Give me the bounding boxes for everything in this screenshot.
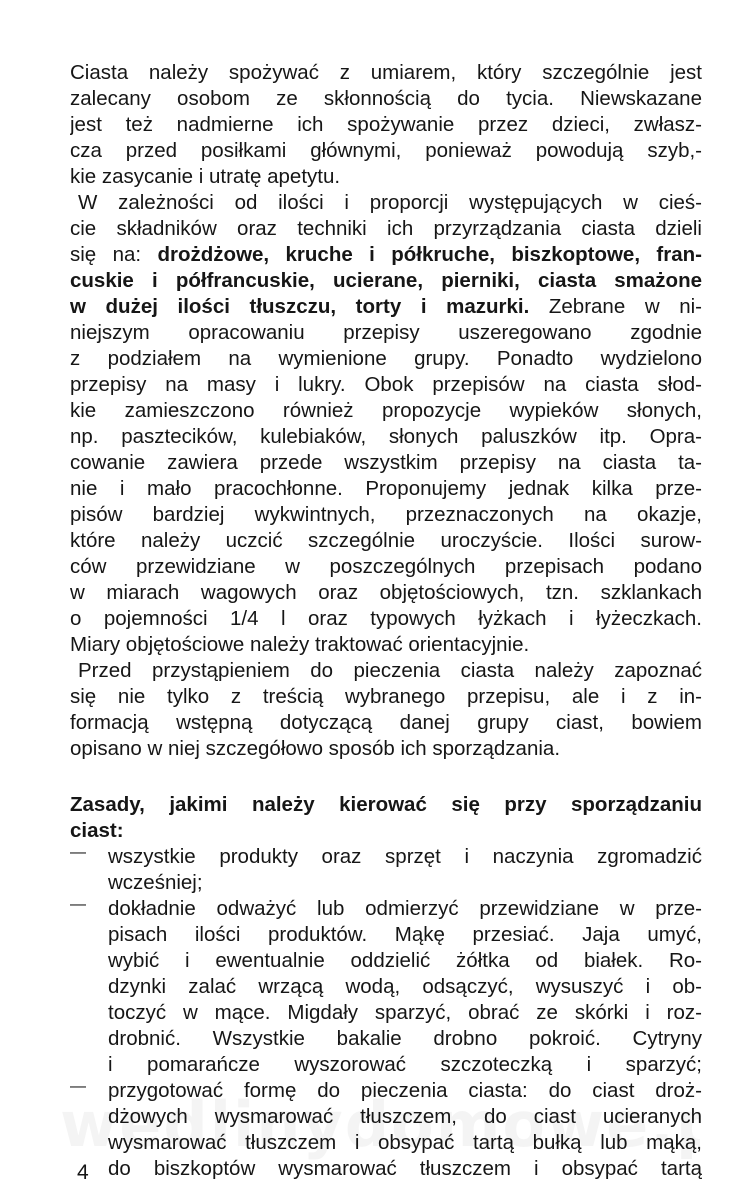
paragraph-2 (70, 190, 702, 658)
text-line: Miary objętościowe należy traktować orientacyjnie. (70, 633, 530, 656)
text-line: wysmarować tłuszczem i obsypać tartą bułką lub mąką, (108, 1131, 702, 1154)
text-line: się nie tylko z treścią wybranego przepisu, ale i z in- (70, 685, 702, 708)
text-line: pisach ilości produktów. Mąkę przesiać. Jaja umyć, (108, 923, 702, 946)
text-line: Przed przystąpieniem do pieczenia ciasta należy zapoznać (78, 659, 702, 682)
text-line: przepisy na masy i lukry. Obok przepisów na ciasta słod- (70, 373, 702, 396)
text-line: z podziałem na wymienione grupy. Ponadto wydzielono (70, 347, 702, 370)
text-line: kie zasycanie i utratę apetytu. (70, 165, 341, 188)
paragraph-1 (70, 60, 702, 190)
text-line: i pomarańcze wyszorować szczoteczką i sparzyć; (108, 1053, 702, 1076)
bold-cake-types: cuskie i półfrancuskie, ucierane, pierniki, ciasta smażone (70, 269, 702, 292)
text-line (70, 242, 702, 268)
text-line: zalecany osobom ze skłonnością do tycia. Niewskazane (70, 87, 702, 110)
list-dash: — (70, 896, 86, 913)
text-line: np. pasztecików, kulebiaków, słonych paluszków itp. Opra- (70, 425, 702, 448)
paragraph-3 (70, 658, 702, 762)
text-line: ców przewidziane w poszczególnych przepisach podano (70, 555, 702, 578)
text-line: cza przed posiłkami głównymi, ponieważ powodują szyb,- (70, 139, 702, 162)
list-dash: — (70, 844, 86, 861)
text-run: się na: (70, 243, 158, 266)
text-column (70, 60, 702, 1182)
heading-line: Zasady, jakimi należy kierować się przy sporządzaniu (70, 793, 702, 816)
text-line: wybić i ewentualnie oddzielić żółtka od białek. Ro- (108, 949, 702, 972)
text-line: toczyć w mące. Migdały sparzyć, obrać ze skórki i roz- (108, 1001, 702, 1024)
text-line: dokładnie odważyć lub odmierzyć przewidziane w prze- (108, 897, 702, 920)
watermark (60, 1088, 700, 1168)
bold-cake-types: drożdżowe, kruche i półkruche, biszkoptowe, fran- (157, 243, 702, 266)
text-line: drobnić. Wszystkie bakalie drobno pokroić. Cytryny (108, 1027, 702, 1050)
text-line: przygotować formę do pieczenia ciasta: do ciast droż- (108, 1079, 702, 1102)
text-run: Zebrane w ni- (529, 295, 702, 318)
list-item (70, 896, 702, 1078)
text-line: opisano w niej szczegółowo sposób ich sporządzania. (70, 737, 561, 760)
text-line (70, 294, 702, 320)
text-line: cowanie zawiera przede wszystkim przepisy na ciasta ta- (70, 451, 702, 474)
list-item (70, 844, 702, 896)
text-line: Ciasta należy spożywać z umiarem, który szczególnie jest (70, 61, 702, 84)
text-line: cie składników oraz techniki ich przyrządzania ciasta dzieli (70, 217, 702, 240)
text-line: pisów bardziej wykwintnych, przeznaczonych na okazje, (70, 503, 702, 526)
text-line: dżowych wysmarować tłuszczem, do ciast ucieranych (108, 1105, 702, 1128)
heading-line: ciast: (70, 819, 124, 842)
text-line: niejszym opracowaniu przepisy uszeregowano zgodnie (70, 321, 702, 344)
page-number: 4 (77, 1161, 89, 1184)
text-line: do biszkoptów wysmarować tłuszczem i obsypać tartą (108, 1157, 702, 1180)
text-line: w miarach wagowych oraz objętościowych, tzn. szklankach (70, 581, 702, 604)
bold-cake-types: w dużej ilości tłuszczu, torty i mazurki. (70, 295, 530, 318)
text-line: wcześniej; (108, 871, 203, 894)
text-line: nie i mało pracochłonne. Proponujemy jednak kilka prze- (70, 477, 702, 500)
list-dash: — (70, 1078, 86, 1095)
text-line: kie zamieszczono również propozycje wypieków słonych, (70, 399, 702, 422)
text-line: o pojemności 1/4 l oraz typowych łyżkach i łyżeczkach. (70, 607, 702, 630)
text-line: które należy uczcić szczególnie uroczyście. Ilości surow- (70, 529, 702, 552)
section-heading (70, 792, 702, 844)
text-line: W zależności od ilości i proporcji występujących w cieś- (78, 191, 702, 214)
text-line: wszystkie produkty oraz sprzęt i naczynia zgromadzić (108, 845, 702, 868)
text-line: dzynki zalać wrzącą wodą, odsączyć, wysuszyć i ob- (108, 975, 702, 998)
text-line: jest też nadmierne ich spożywanie przez dzieci, zwłasz- (70, 113, 702, 136)
text-line: formacją wstępną dotyczącą danej grupy ciast, bowiem (70, 711, 702, 734)
